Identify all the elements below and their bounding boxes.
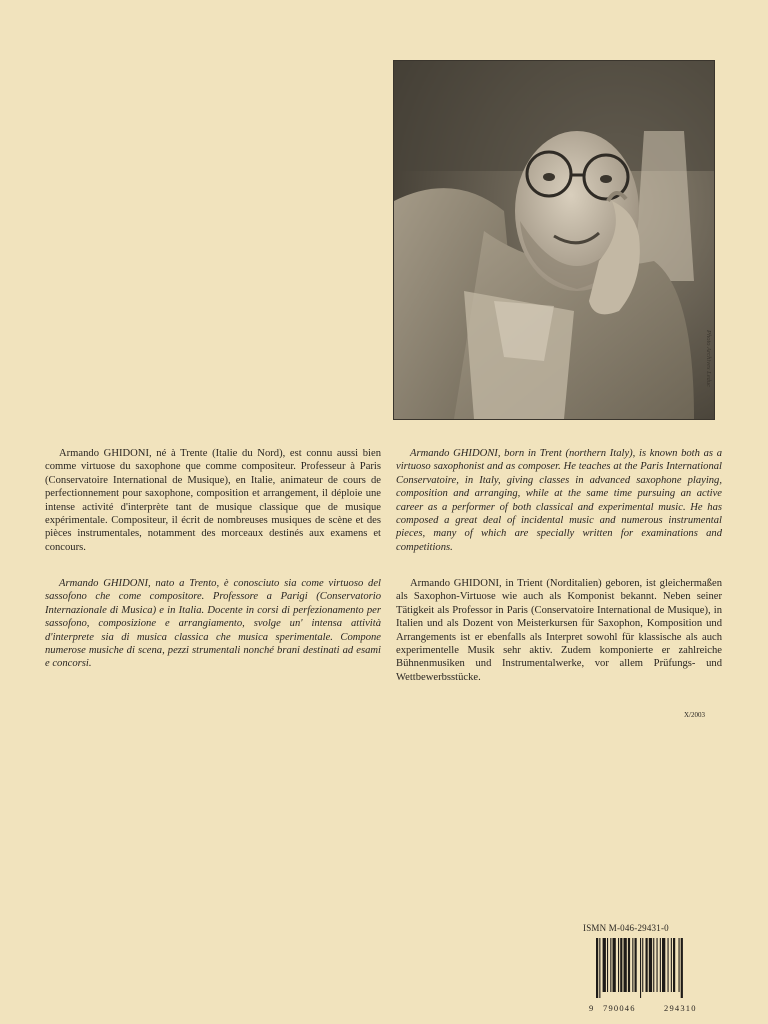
bio-english-text: Armando GHIDONI, born in Trent (northern Italy), is known both as a virtuoso saxophonist and as composer. He teaches at the Paris International Conservatoire, in Italy, giving classes in advanced saxophone playing, composition and arranging, while at the same time pursuing an active career as a performer of both classical and experimental music. He has composed a great deal of incidental music and numerous instrumental pieces, many of which are specially written for examinations and competitions. (396, 448, 722, 553)
photo-credit: Photo Archives Leduc (705, 330, 712, 388)
portrait-photo (393, 60, 715, 420)
bio-german-text: Armando GHIDONI, in Trient (Norditalien) geboren, ist gleichermaßen als Saxophon-Virtuose wie auch als Komponist bekannt. Neben seiner Tätigkeit als Professor in Paris (Conservatoire International de Musique), in Italien und als Dozent von Meisterkursen für Saxophon, Komposition und Arrangements ist er ebenfalls als Interpret sowohl für klassische als auch experimentelle Musik sehr aktiv. Zudem komponierte er zahlreiche Bühnenmusiken und Instrumentalwerke, vor allem Prüfungs- und Wettbewerbsstücke. (396, 578, 722, 683)
bio-italian-text: Armando GHIDONI, nato a Trento, è conosciuto sia come virtuoso del sassofono che come compositore. Professore a Parigi (Conservatorio Internazionale di Musica) e in Italia. Docente in corsi di perfezionamento per sassofono, composizione e arrangiamento, svolge un' intensa attività d'interprete sia di musica classica che musica sperimentale. Compone numerose musiche di scena, pezzi strumentali nonché brani destinati ad esami e concorsi. (45, 578, 381, 670)
bio-french-text: Armando GHIDONI, né à Trente (Italie du Nord), est connu aussi bien comme virtuose du saxophone que comme compositeur. Professeur à Paris (Conservatoire International de Musique), en Italie, animateur de cours de perfectionnement pour saxophone, composition et arrangement, il déploie une intense activité d'interprète tant de musique classique que de musique expérimentale. Compositeur, il écrit de nombreuses musiques de scène et des pièces instrumentales, notamment des morceaux destinés aux examens et concours. (45, 448, 381, 553)
bio-english (396, 447, 722, 554)
bio-french (45, 447, 381, 554)
barcode-right-digits: 294310 (664, 1003, 697, 1013)
barcode-left-digits: 790046 (603, 1003, 636, 1013)
barcode (596, 938, 716, 998)
barcode-lead-digit: 9 (589, 1003, 595, 1013)
ismn-number: ISMN M-046-29431-0 (583, 923, 669, 933)
bio-german (396, 577, 722, 684)
edition-date: X/2003 (684, 711, 705, 719)
portrait-illustration (394, 61, 714, 419)
bio-italian (45, 577, 381, 671)
